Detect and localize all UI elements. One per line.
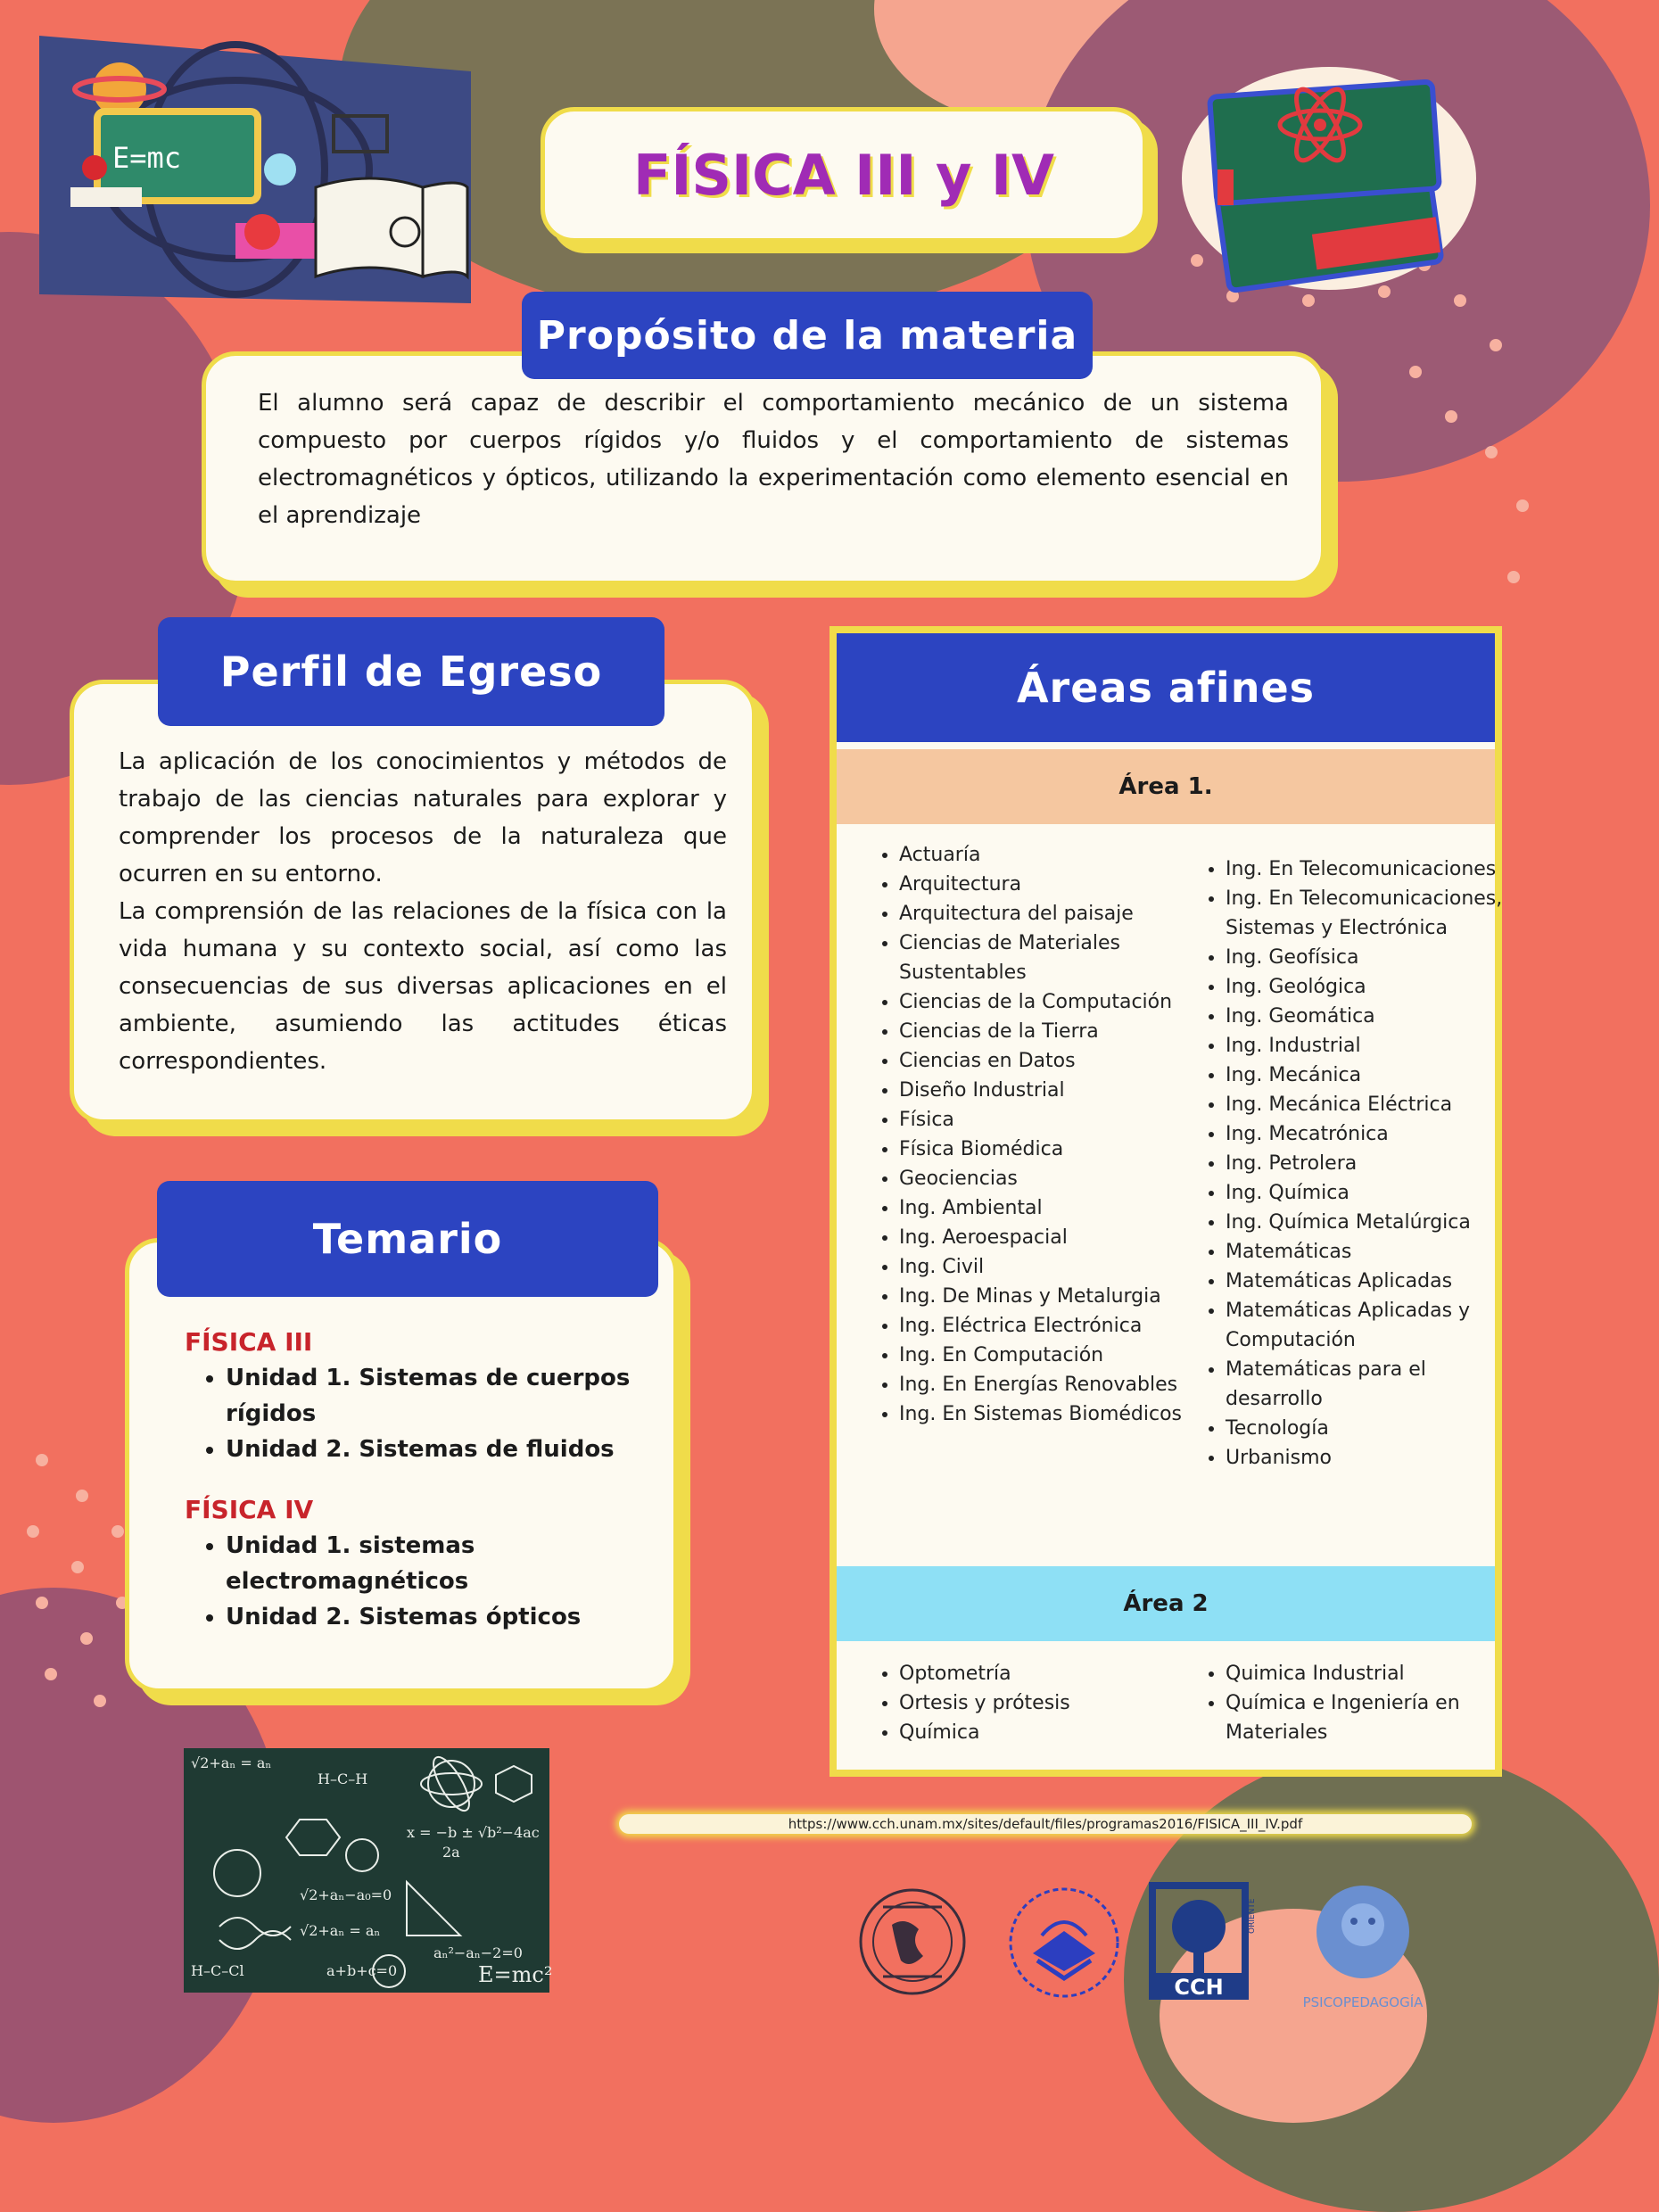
list-item: • Ciencias de Materiales Sustentables	[899, 929, 1184, 987]
list-item: • Ing. Geomática	[1226, 1002, 1511, 1031]
list-item: • Ing. Ambiental	[899, 1193, 1184, 1223]
perfil-heading	[158, 617, 664, 726]
source-link-bar[interactable]	[619, 1814, 1472, 1834]
svg-text:H–C–H: H–C–H	[318, 1770, 368, 1787]
svg-text:x = −b ± √b²−4ac: x = −b ± √b²−4ac	[407, 1824, 540, 1841]
list-item: • Ing. En Sistemas Biomédicos	[899, 1399, 1184, 1429]
list-item: • Unidad 1. Sistemas de cuerpos rígidos	[226, 1360, 648, 1432]
svg-text:√2+aₙ = aₙ: √2+aₙ = aₙ	[300, 1922, 381, 1939]
list-item: • Diseño Industrial	[899, 1076, 1184, 1105]
proposito-heading-label: Propósito de la materia	[536, 312, 1078, 359]
source-link[interactable]: https://www.cch.unam.mx/sites/default/files/programas2016/FISICA_III_IV.pdf	[788, 1816, 1303, 1832]
list-item: • Quimica Industrial	[1226, 1659, 1511, 1688]
emc2-chalkboard-text: E=mc	[112, 141, 182, 175]
list-item: • Ciencias en Datos	[899, 1046, 1184, 1076]
list-item: • Matemáticas Aplicadas y Computación	[1226, 1296, 1511, 1355]
svg-text:√2+aₙ = aₙ: √2+aₙ = aₙ	[191, 1754, 272, 1771]
list-item: • Ing. Petrolera	[1226, 1149, 1511, 1178]
areas-heading	[837, 633, 1495, 742]
fisica-iii-list	[185, 1360, 648, 1467]
list-item: • Matemáticas para el desarrollo	[1226, 1355, 1511, 1414]
list-item: • Ing. En Telecomunicaciones, Sistemas y Electrónica	[1226, 884, 1511, 943]
list-item: • Tecnología	[1226, 1414, 1511, 1443]
area2-title: Área 2	[1123, 1590, 1209, 1617]
list-item: • Ciencias de la Tierra	[899, 1017, 1184, 1046]
temario-card	[125, 1238, 678, 1693]
list-item: • Ing. En Telecomunicaciones	[1226, 854, 1511, 884]
fisica-iv-list	[185, 1528, 648, 1635]
perfil-paragraph-1: La aplicación de los conocimientos y métodos de trabajo de las ciencias naturales para explorar y comprender los procesos de la naturaleza que ocurren en su entorno.	[119, 748, 727, 887]
svg-text:2a: 2a	[442, 1844, 460, 1861]
list-item: • Unidad 1. sistemas electromagnéticos	[226, 1528, 648, 1599]
area2-column-2	[1197, 1659, 1511, 1747]
svg-text:√2+aₙ−a₀=0: √2+aₙ−a₀=0	[300, 1886, 392, 1903]
perfil-card	[70, 680, 756, 1124]
areas-heading-label: Áreas afines	[1016, 664, 1316, 712]
list-item: • Urbanismo	[1226, 1443, 1511, 1473]
cch-oriente-label: CCH	[1174, 1975, 1224, 2000]
psicopedagogia-label: PSICOPEDAGOGÍA	[1302, 1994, 1424, 2010]
title-box	[541, 107, 1147, 243]
science-illustration	[39, 36, 471, 303]
books-illustration	[1177, 54, 1481, 312]
list-item: • Física	[899, 1105, 1184, 1135]
list-item: • Ing. Eléctrica Electrónica	[899, 1311, 1184, 1341]
list-item: • Física Biomédica	[899, 1135, 1184, 1164]
list-item: • Ing. De Minas y Metalurgia	[899, 1282, 1184, 1311]
list-item: • Ciencias de la Computación	[899, 987, 1184, 1017]
list-item: • Ing. En Computación	[899, 1341, 1184, 1370]
area2-band	[837, 1566, 1495, 1641]
chalkboard-illustration	[184, 1748, 553, 1993]
list-item: • Arquitectura del paisaje	[899, 899, 1184, 929]
svg-text:a+b+c=0: a+b+c=0	[326, 1962, 398, 1979]
list-item: • Ing. Geofísica	[1226, 943, 1511, 972]
list-item: • Unidad 2. Sistemas de fluidos	[226, 1432, 648, 1467]
svg-text:aₙ²−aₙ−2=0: aₙ²−aₙ−2=0	[433, 1944, 523, 1961]
list-item: • Ing. Civil	[899, 1252, 1184, 1282]
area1-title: Área 1.	[1118, 773, 1213, 800]
proposito-card	[202, 351, 1325, 585]
temario-heading-label: Temario	[312, 1215, 503, 1263]
area1-column-2	[1197, 854, 1511, 1473]
list-item: • Unidad 2. Sistemas ópticos	[226, 1599, 648, 1635]
list-item: • Ing. Mecánica Eléctrica	[1226, 1090, 1511, 1119]
list-item: • Ing. Industrial	[1226, 1031, 1511, 1061]
oriente-label: ORIENTE	[1248, 1898, 1257, 1934]
list-item: • Ing. En Energías Renovables	[899, 1370, 1184, 1399]
proposito-text: El alumno será capaz de describir el comportamiento mecánico de un sistema compuesto por cuerpos rígidos y/o fluidos y el comportamiento de sistemas electromagnéticos y ópticos, utilizando la experimentación como elemento esencial en el aprendizaje	[258, 390, 1289, 529]
area2-column-1	[871, 1659, 1184, 1747]
fisica-iv-title: FÍSICA IV	[185, 1495, 314, 1524]
list-item: • Matemáticas	[1226, 1237, 1511, 1267]
list-item: • Ing. Química	[1226, 1178, 1511, 1208]
list-item: • Ing. Química Metalúrgica	[1226, 1208, 1511, 1237]
list-item: • Matemáticas Aplicadas	[1226, 1267, 1511, 1296]
fisica-iii-title: FÍSICA III	[185, 1327, 313, 1357]
list-item: • Ing. Mecánica	[1226, 1061, 1511, 1090]
perfil-heading-label: Perfil de Egreso	[219, 648, 603, 696]
proposito-heading	[522, 292, 1093, 379]
list-item: • Geociencias	[899, 1164, 1184, 1193]
list-item: • Ing. Geológica	[1226, 972, 1511, 1002]
list-item: • Arquitectura	[899, 870, 1184, 899]
list-item: • Actuaría	[899, 840, 1184, 870]
list-item: • Optometría	[899, 1659, 1184, 1688]
area1-column-1	[871, 840, 1184, 1429]
areas-panel	[830, 626, 1502, 1777]
temario-heading	[157, 1181, 658, 1297]
chalk-emc2-text: E=mc²	[478, 1962, 553, 1987]
perfil-paragraph-2: La comprensión de las relaciones de la física con la vida humana y su contexto social, así como las consecuencias de sus diversas aplicaciones en el ambiente, asumiendo las actitudes éticas correspondientes.	[119, 898, 727, 1075]
list-item: • Ing. Aeroespacial	[899, 1223, 1184, 1252]
list-item: • Ing. Mecatrónica	[1226, 1119, 1511, 1149]
list-item: • Química e Ingeniería en Materiales	[1226, 1688, 1511, 1747]
cch-oriente-logo	[1149, 1880, 1259, 2007]
cch-colegio-logo	[1006, 1882, 1122, 2003]
list-item: • Ortesis y prótesis	[899, 1688, 1184, 1718]
page-title: FÍSICA III y IV	[632, 142, 1055, 208]
svg-text:H–C–Cl: H–C–Cl	[191, 1962, 244, 1979]
list-item: • Química	[899, 1718, 1184, 1747]
area1-band	[837, 749, 1495, 824]
unam-logo	[856, 1880, 969, 2003]
psicopedagogia-logo	[1302, 1882, 1424, 2016]
